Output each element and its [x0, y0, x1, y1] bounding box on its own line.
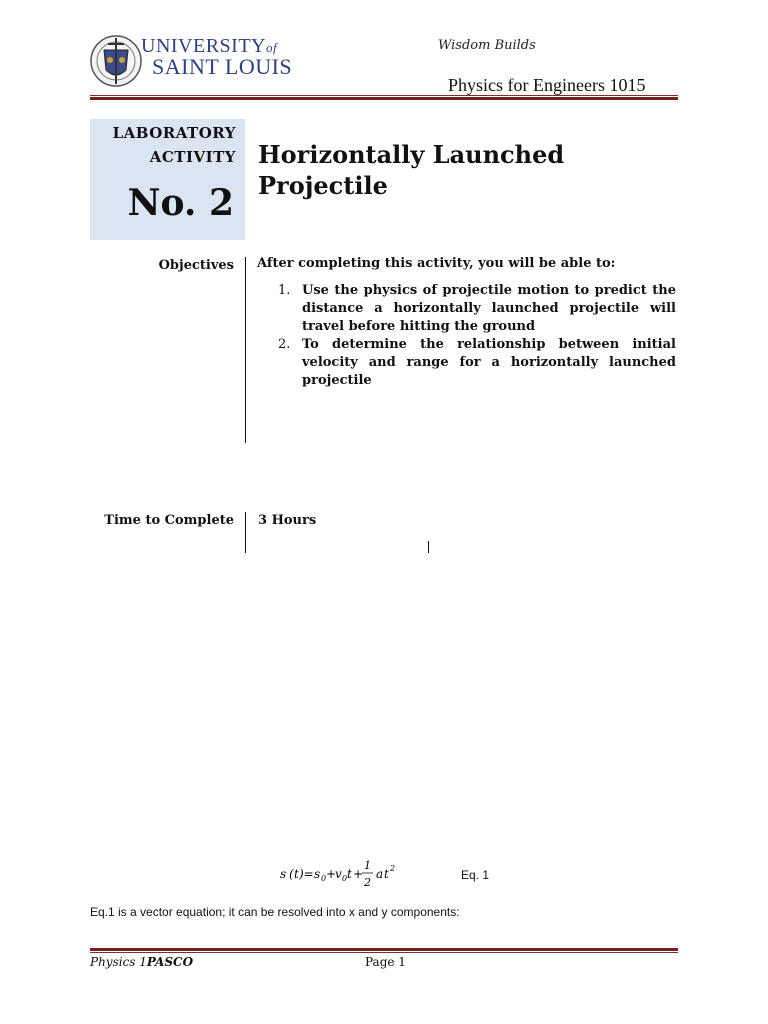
- course-title: Physics for Engineers 1015: [448, 75, 646, 95]
- page-number: Page 1: [365, 955, 406, 969]
- svg-text:+: +: [326, 867, 337, 881]
- header-rule-thick: [90, 97, 678, 100]
- lab-number: No. 2: [127, 182, 234, 224]
- logo-text-university: UNIVERSITYof: [141, 35, 278, 57]
- equation-number: Eq. 1: [461, 868, 490, 882]
- equation-description: Eq.1 is a vector equation; it can be resolved into x and y components:: [90, 905, 460, 919]
- svg-text:(: (: [289, 867, 294, 881]
- time-label: Time to Complete: [104, 513, 234, 528]
- page-title: Horizontally Launched Projectile: [258, 140, 565, 200]
- svg-text:)=: )=: [299, 867, 314, 881]
- svg-text:v: v: [335, 867, 342, 881]
- objectives-list: [270, 282, 676, 390]
- footer-course: Physics 1PASCO: [90, 955, 194, 969]
- motto: Wisdom Builds: [438, 38, 536, 53]
- objectives-label: Objectives: [158, 258, 234, 273]
- equation-graphic: [280, 858, 430, 894]
- svg-text:0: 0: [321, 874, 327, 883]
- list-item: 2. To determine the relationship between initial velocity and range for a horizontally launched projectile: [278, 337, 676, 388]
- equation-1: [280, 858, 430, 897]
- time-divider: [245, 512, 246, 553]
- svg-text:a: a: [376, 867, 384, 881]
- logo-text-saint-louis: SAINT LOUIS: [152, 54, 293, 79]
- svg-text:t: t: [384, 867, 389, 881]
- footer-rule-thin: [90, 952, 678, 953]
- svg-text:s: s: [280, 867, 287, 881]
- footer-rule-thick: [90, 948, 678, 951]
- lab-label-activity: ACTIVITY: [149, 148, 236, 166]
- svg-text:+: +: [353, 867, 364, 881]
- text-cursor: [428, 541, 429, 553]
- svg-text:t: t: [347, 867, 352, 881]
- list-item: 1. Use the physics of projectile motion to predict the distance a horizontally launched projectile will travel before hitting the ground: [278, 283, 676, 334]
- lab-label-laboratory: LABORATORY: [112, 124, 236, 142]
- objectives-divider: [245, 257, 246, 443]
- svg-text:2: 2: [364, 876, 371, 889]
- header-rule-thin: [90, 95, 678, 96]
- svg-text:s: s: [314, 867, 321, 881]
- svg-text:0: 0: [342, 874, 348, 883]
- objectives-intro: After completing this activity, you will be able to:: [257, 256, 616, 271]
- time-value: 3 Hours: [258, 513, 317, 528]
- svg-text:t: t: [294, 867, 299, 881]
- svg-text:2: 2: [390, 864, 396, 873]
- svg-text:1: 1: [364, 859, 371, 872]
